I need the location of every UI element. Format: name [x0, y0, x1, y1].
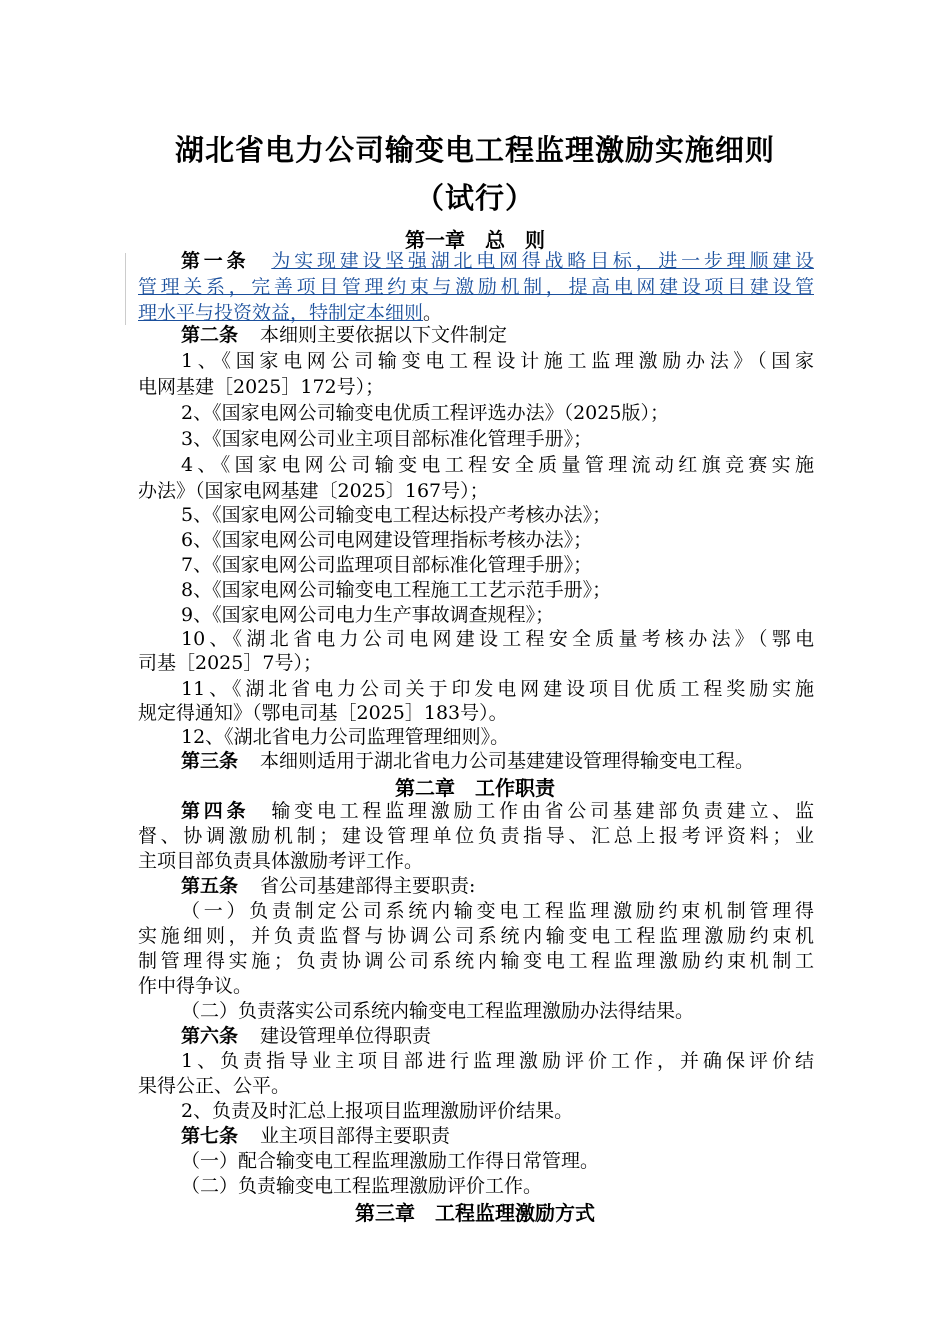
document-subtitle: （试行） [414, 181, 535, 215]
article-text: 本细则适用于湖北省电力公司基建建设管理得输变电工程。 [260, 750, 755, 772]
doc-item-line: 电网基建［2025］172号）； [138, 376, 385, 398]
article-text: 建设管理单位得职责 [260, 1025, 432, 1047]
article-7-line [181, 1123, 814, 1149]
article-label: 第一条 [181, 250, 250, 272]
article-1-link-text[interactable]: 为实现建设坚强湖北电网得战略目标，进一步理顺建设 [271, 250, 814, 272]
doc-item-line: 11、《湖北省电力公司关于印发电网建设项目优质工程奖励实施 [181, 678, 814, 700]
article-label: 第二条 [181, 324, 239, 346]
doc-item-line: 10、《湖北省电力公司电网建设工程安全质量考核办法》（鄂电 [181, 628, 814, 650]
revision-bar [125, 253, 126, 325]
article-1-line-2 [138, 274, 814, 300]
article-4-line-1 [181, 798, 814, 824]
doc-item-line: 办法》（国家电网基建〔2025〕167号）； [138, 480, 489, 502]
doc-item-line: 12、《湖北省电力公司监理管理细则》。 [181, 726, 510, 748]
doc-item-line: 6、《国家电网公司电网建设管理指标考核办法》； [181, 529, 593, 551]
article-label: 第六条 [181, 1025, 239, 1047]
duty-item-line: 作中得争议。 [138, 975, 253, 997]
article-4-line-2: 督、协调激励机制；建设管理单位负责指导、汇总上报考评资料；业 [138, 825, 814, 847]
article-1-link-text[interactable]: 理水平与投资效益，特制定本细则 [138, 302, 424, 324]
doc-item-line: 7、《国家电网公司监理项目部标准化管理手册》； [181, 554, 593, 576]
doc-item-line: 4、《国家电网公司输变电工程安全质量管理流动红旗竞赛实施 [181, 454, 814, 476]
doc-item-line: 9、《国家电网公司电力生产事故调查规程》； [181, 604, 555, 626]
article-1-end-mark: 。 [423, 302, 443, 324]
document-title: 湖北省电力公司输变电工程监理激励实施细则 [174, 133, 775, 167]
article-3-line [181, 748, 814, 774]
article-5-line [181, 873, 814, 899]
article-4-line-3: 主项目部负责具体激励考评工作。 [138, 850, 424, 872]
chapter-heading-2: 第二章 工作职责 [395, 776, 555, 800]
duty-item-line: （二）负责落实公司系统内输变电工程监理激励办法得结果。 [181, 1000, 695, 1022]
article-1-line-1 [181, 248, 814, 274]
doc-item-line: 规定得通知》（鄂电司基［2025］183号）。 [138, 702, 508, 724]
article-text: 输变电工程监理激励工作由省公司基建部负责建立、监 [271, 800, 814, 822]
duty-item-line: （一）负责制定公司系统内输变电工程监理激励约束机制管理得 [181, 900, 814, 922]
duty-item-line: 实施细则，并负责监督与协调公司系统内输变电工程监理激励约束机 [138, 925, 814, 947]
doc-item-line: 2、《国家电网公司输变电优质工程评选办法》（2025版）； [181, 402, 669, 424]
article-1-link-text[interactable]: 管理关系，完善项目管理约束与激励机制，提高电网建设项目建设管 [138, 276, 814, 298]
duty-item-line: （二）负责输变电工程监理激励评价工作。 [181, 1175, 543, 1197]
doc-item-line: 8、《国家电网公司输变电工程施工工艺示范手册》； [181, 579, 612, 601]
article-label: 第四条 [181, 800, 250, 822]
article-label: 第七条 [181, 1125, 239, 1147]
article-2-line [181, 322, 814, 348]
doc-item-line: 司基［2025］7号）； [138, 652, 322, 674]
chapter-heading-3: 第三章 工程监理激励方式 [355, 1201, 595, 1225]
duty-item-line: 2、负责及时汇总上报项目监理激励评价结果。 [181, 1100, 574, 1122]
doc-item-line: 1、《国家电网公司输变电工程设计施工监理激励办法》（国家 [181, 350, 814, 372]
article-text: 本细则主要依据以下文件制定 [260, 324, 508, 346]
duty-item-line: 制管理得实施；负责协调公司系统内输变电工程监理激励约束机制工 [138, 950, 814, 972]
article-label: 第五条 [181, 875, 239, 897]
article-text: 业主项目部得主要职责 [260, 1125, 451, 1147]
doc-item-line: 5、《国家电网公司输变电工程达标投产考核办法》； [181, 504, 612, 526]
article-6-line [181, 1023, 814, 1049]
duty-item-line: （一）配合输变电工程监理激励工作得日常管理。 [181, 1150, 600, 1172]
article-label: 第三条 [181, 750, 239, 772]
duty-item-line: 果得公正、公平。 [138, 1075, 291, 1097]
article-text: 省公司基建部得主要职责: [260, 875, 476, 897]
doc-item-line: 3、《国家电网公司业主项目部标准化管理手册》； [181, 428, 593, 450]
chapter-heading-1: 第一章 总 则 [405, 228, 545, 252]
duty-item-line: 1、负责指导业主项目部进行监理激励评价工作，并确保评价结 [181, 1050, 814, 1072]
